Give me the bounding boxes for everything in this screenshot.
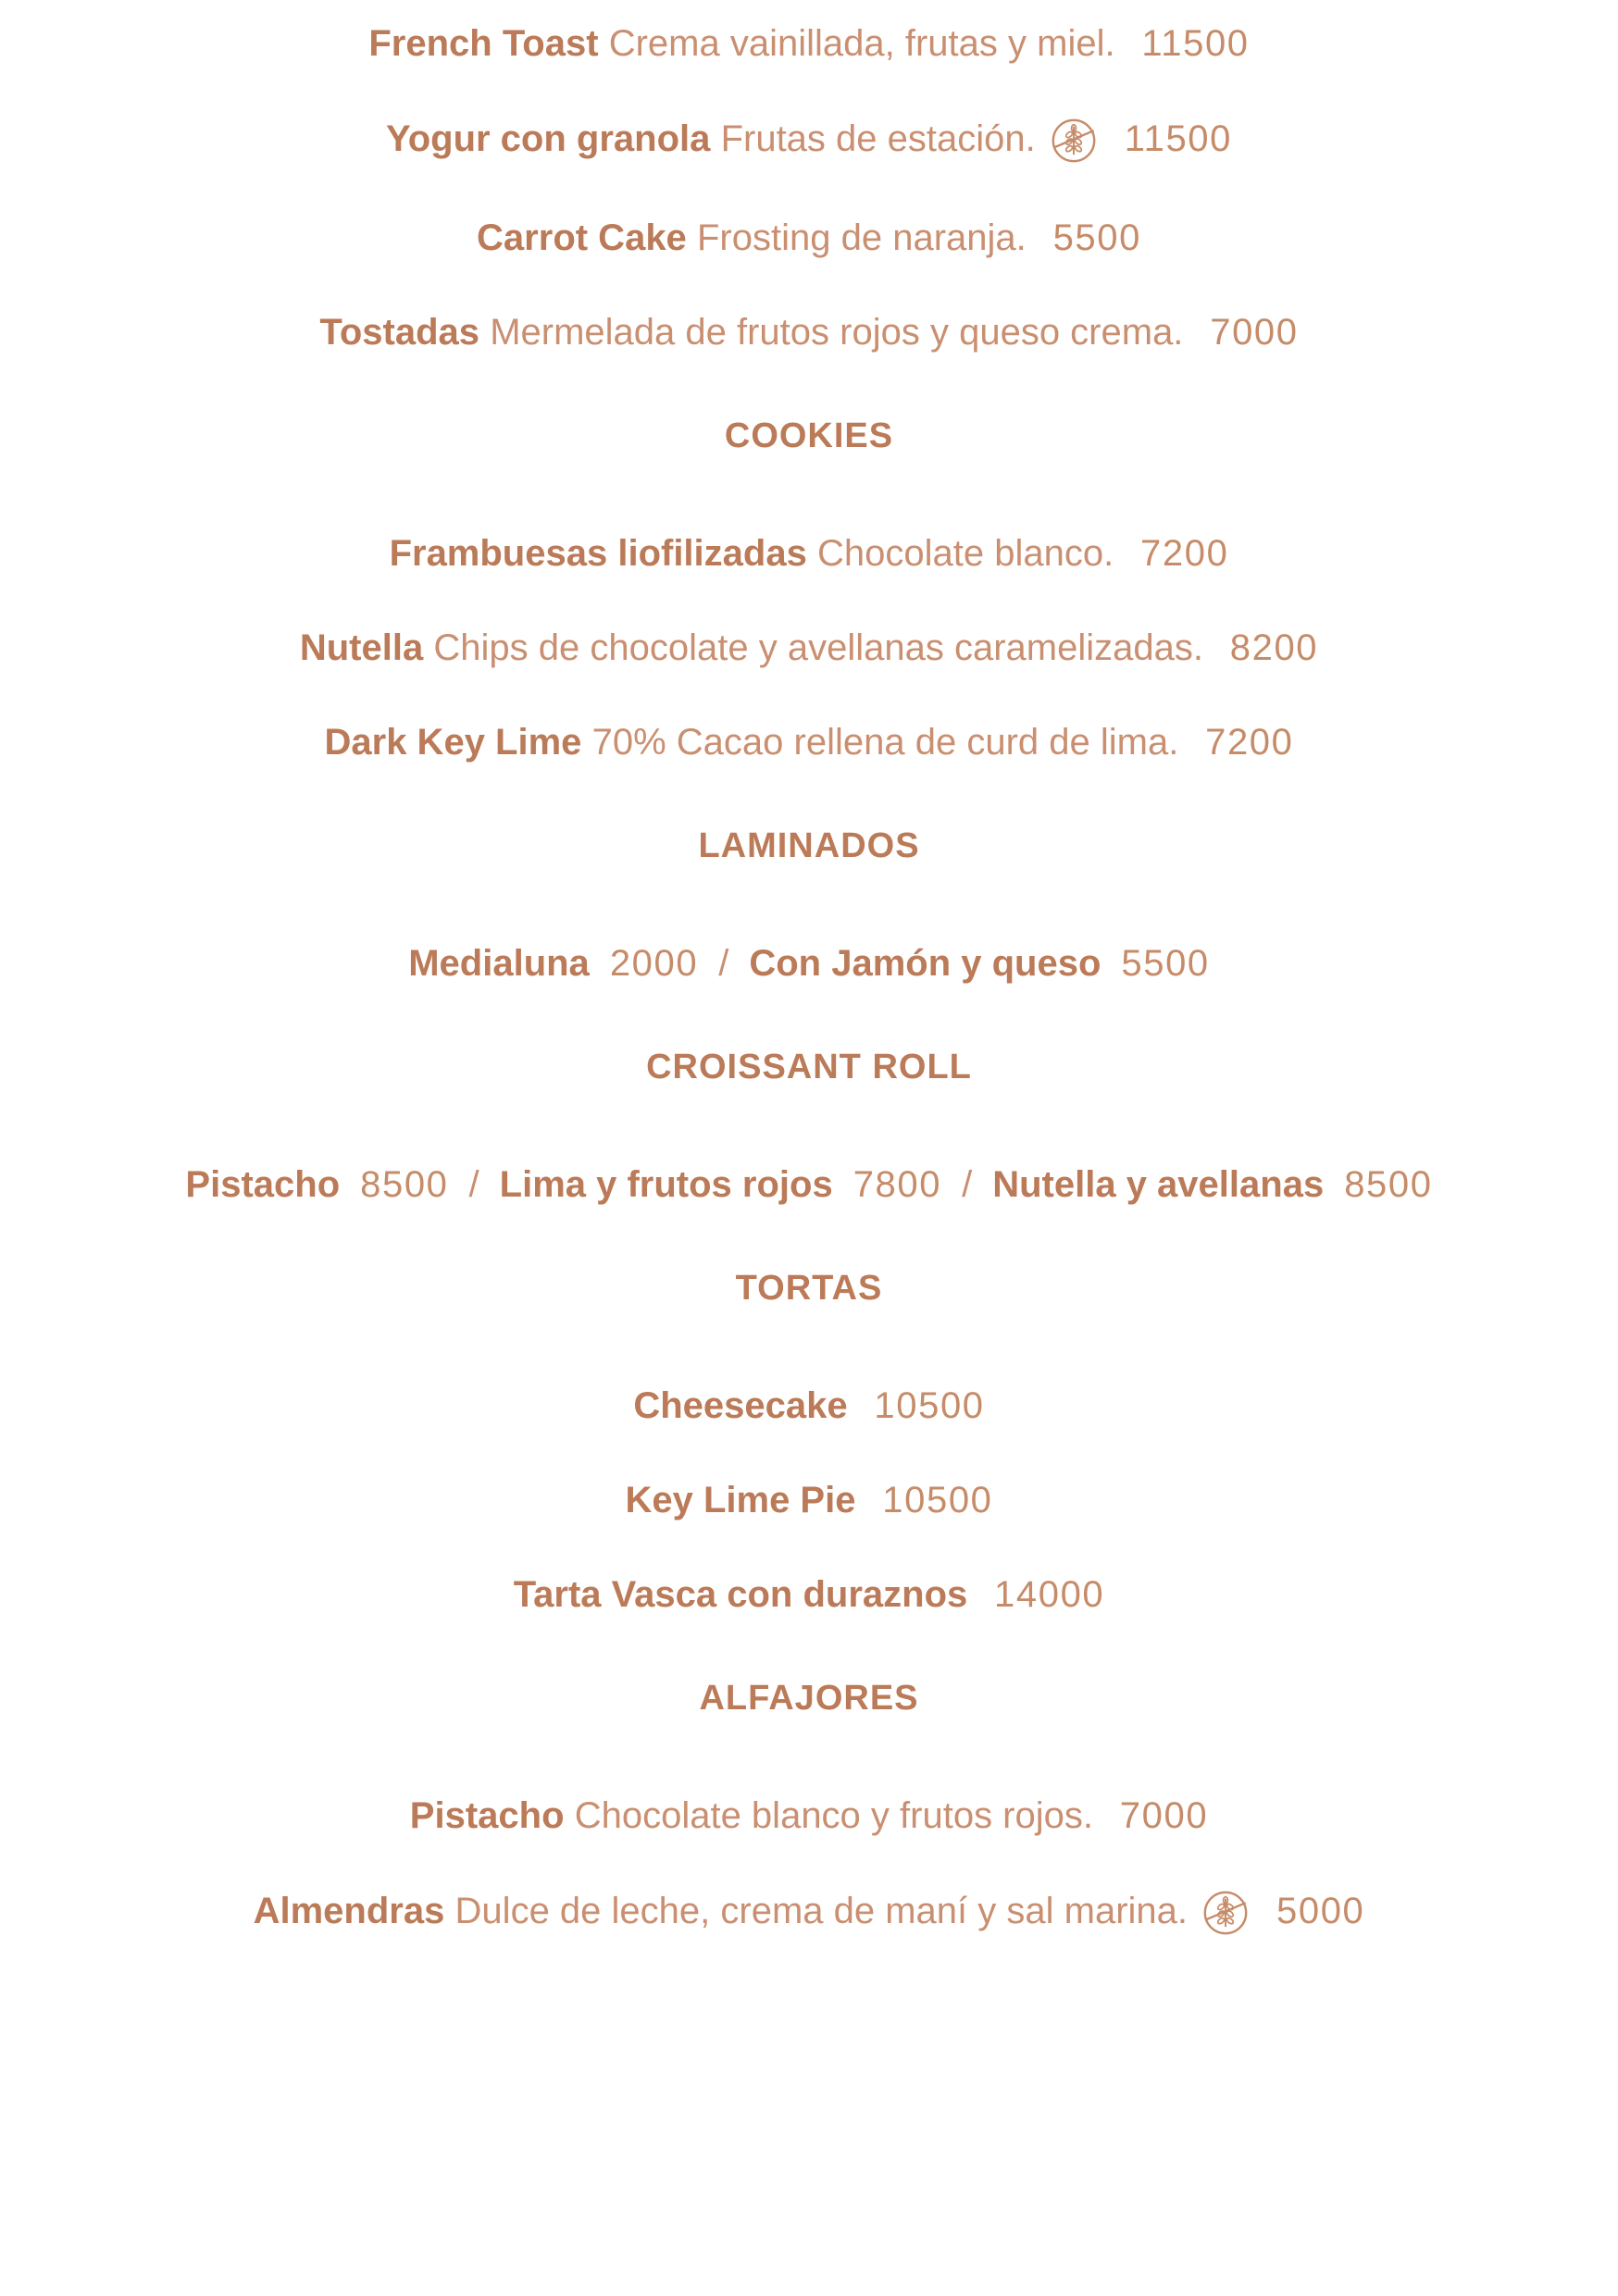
item-price: 7000	[1210, 312, 1299, 353]
menu-item	[0, 1479, 1618, 1521]
item-description: Crema vainillada, frutas y miel.	[608, 23, 1115, 64]
item-description: Chips de chocolate y avellanas caramelizadas.	[433, 627, 1203, 668]
item-name: Tarta Vasca con duraznos	[513, 1574, 968, 1615]
item-name: Yogur con granola	[385, 118, 711, 159]
item-price: 10500	[874, 1385, 985, 1426]
item-name: Carrot Cake	[477, 217, 687, 258]
item-name: Key Lime Pie	[625, 1480, 856, 1520]
item-description: Chocolate blanco.	[817, 533, 1114, 574]
item-price: 8500	[360, 1164, 449, 1205]
menu-item	[0, 532, 1618, 575]
menu-item	[0, 1163, 1618, 1206]
item-price: 7200	[1205, 722, 1294, 763]
item-name: Nutella y avellanas	[992, 1164, 1325, 1205]
menu-item	[0, 1794, 1618, 1837]
item-price: 8200	[1229, 627, 1319, 668]
item-name: Lima y frutos rojos	[499, 1164, 833, 1205]
item-price: 11500	[1141, 23, 1250, 64]
item-name: Medialuna	[408, 943, 590, 984]
section-title: COOKIES	[724, 416, 894, 455]
menu-item	[0, 721, 1618, 763]
item-name: Dark Key Lime	[324, 722, 582, 763]
item-price: 14000	[994, 1574, 1105, 1615]
menu-item	[0, 117, 1618, 165]
menu-section-alfajores	[0, 1678, 1618, 1937]
gluten-free-icon	[1201, 1889, 1250, 1937]
item-name: Pistacho	[185, 1164, 341, 1205]
item-description: 70% Cacao rellena de curd de lima.	[591, 722, 1179, 763]
item-price: 5500	[1052, 217, 1141, 258]
menu-item	[0, 627, 1618, 669]
menu-item	[0, 1889, 1618, 1937]
item-price: 7200	[1140, 533, 1229, 574]
item-price: 2000	[609, 943, 699, 984]
item-price: 7800	[853, 1164, 942, 1205]
item-name: French Toast	[368, 23, 599, 64]
item-price: 10500	[882, 1480, 993, 1520]
menu-section-tortas	[0, 1268, 1618, 1616]
item-description: Dulce de leche, crema de maní y sal marina.	[454, 1890, 1189, 1931]
item-name: Frambuesas liofilizadas	[389, 533, 807, 574]
item-separator: /	[962, 1164, 973, 1205]
item-price: 5500	[1121, 943, 1210, 984]
menu-item	[0, 22, 1618, 65]
item-description: Frosting de naranja.	[697, 217, 1027, 258]
gluten-free-icon	[1050, 117, 1098, 165]
section-title: ALFAJORES	[699, 1679, 919, 1718]
item-separator: /	[468, 1164, 479, 1205]
item-price: 8500	[1344, 1164, 1433, 1205]
item-description: Frutas de estación.	[720, 118, 1036, 159]
item-description: Mermelada de frutos rojos y queso crema.	[490, 312, 1184, 353]
section-title: CROISSANT ROLL	[646, 1048, 972, 1086]
menu-section-croissant-roll	[0, 1047, 1618, 1206]
item-price: 7000	[1119, 1795, 1209, 1836]
item-name: Con Jamón y queso	[749, 943, 1101, 984]
menu-section-cookies	[0, 416, 1618, 763]
item-name: Almendras	[253, 1890, 445, 1931]
item-name: Cheesecake	[633, 1385, 848, 1426]
menu-item	[0, 1573, 1618, 1616]
item-description: Chocolate blanco y frutos rojos.	[574, 1795, 1093, 1836]
menu-item	[0, 311, 1618, 354]
item-separator: /	[718, 943, 729, 984]
menu-item	[0, 1384, 1618, 1427]
item-name: Nutella	[299, 627, 424, 668]
menu-item	[0, 217, 1618, 259]
menu-section-intro	[0, 22, 1618, 354]
item-price: 5000	[1276, 1890, 1365, 1931]
menu-item	[0, 942, 1618, 985]
menu-section-laminados	[0, 825, 1618, 985]
section-title: TORTAS	[735, 1269, 883, 1308]
item-price: 11500	[1124, 118, 1232, 159]
item-name: Pistacho	[409, 1795, 565, 1836]
item-name: Tostadas	[319, 312, 480, 353]
section-title: LAMINADOS	[698, 826, 920, 865]
